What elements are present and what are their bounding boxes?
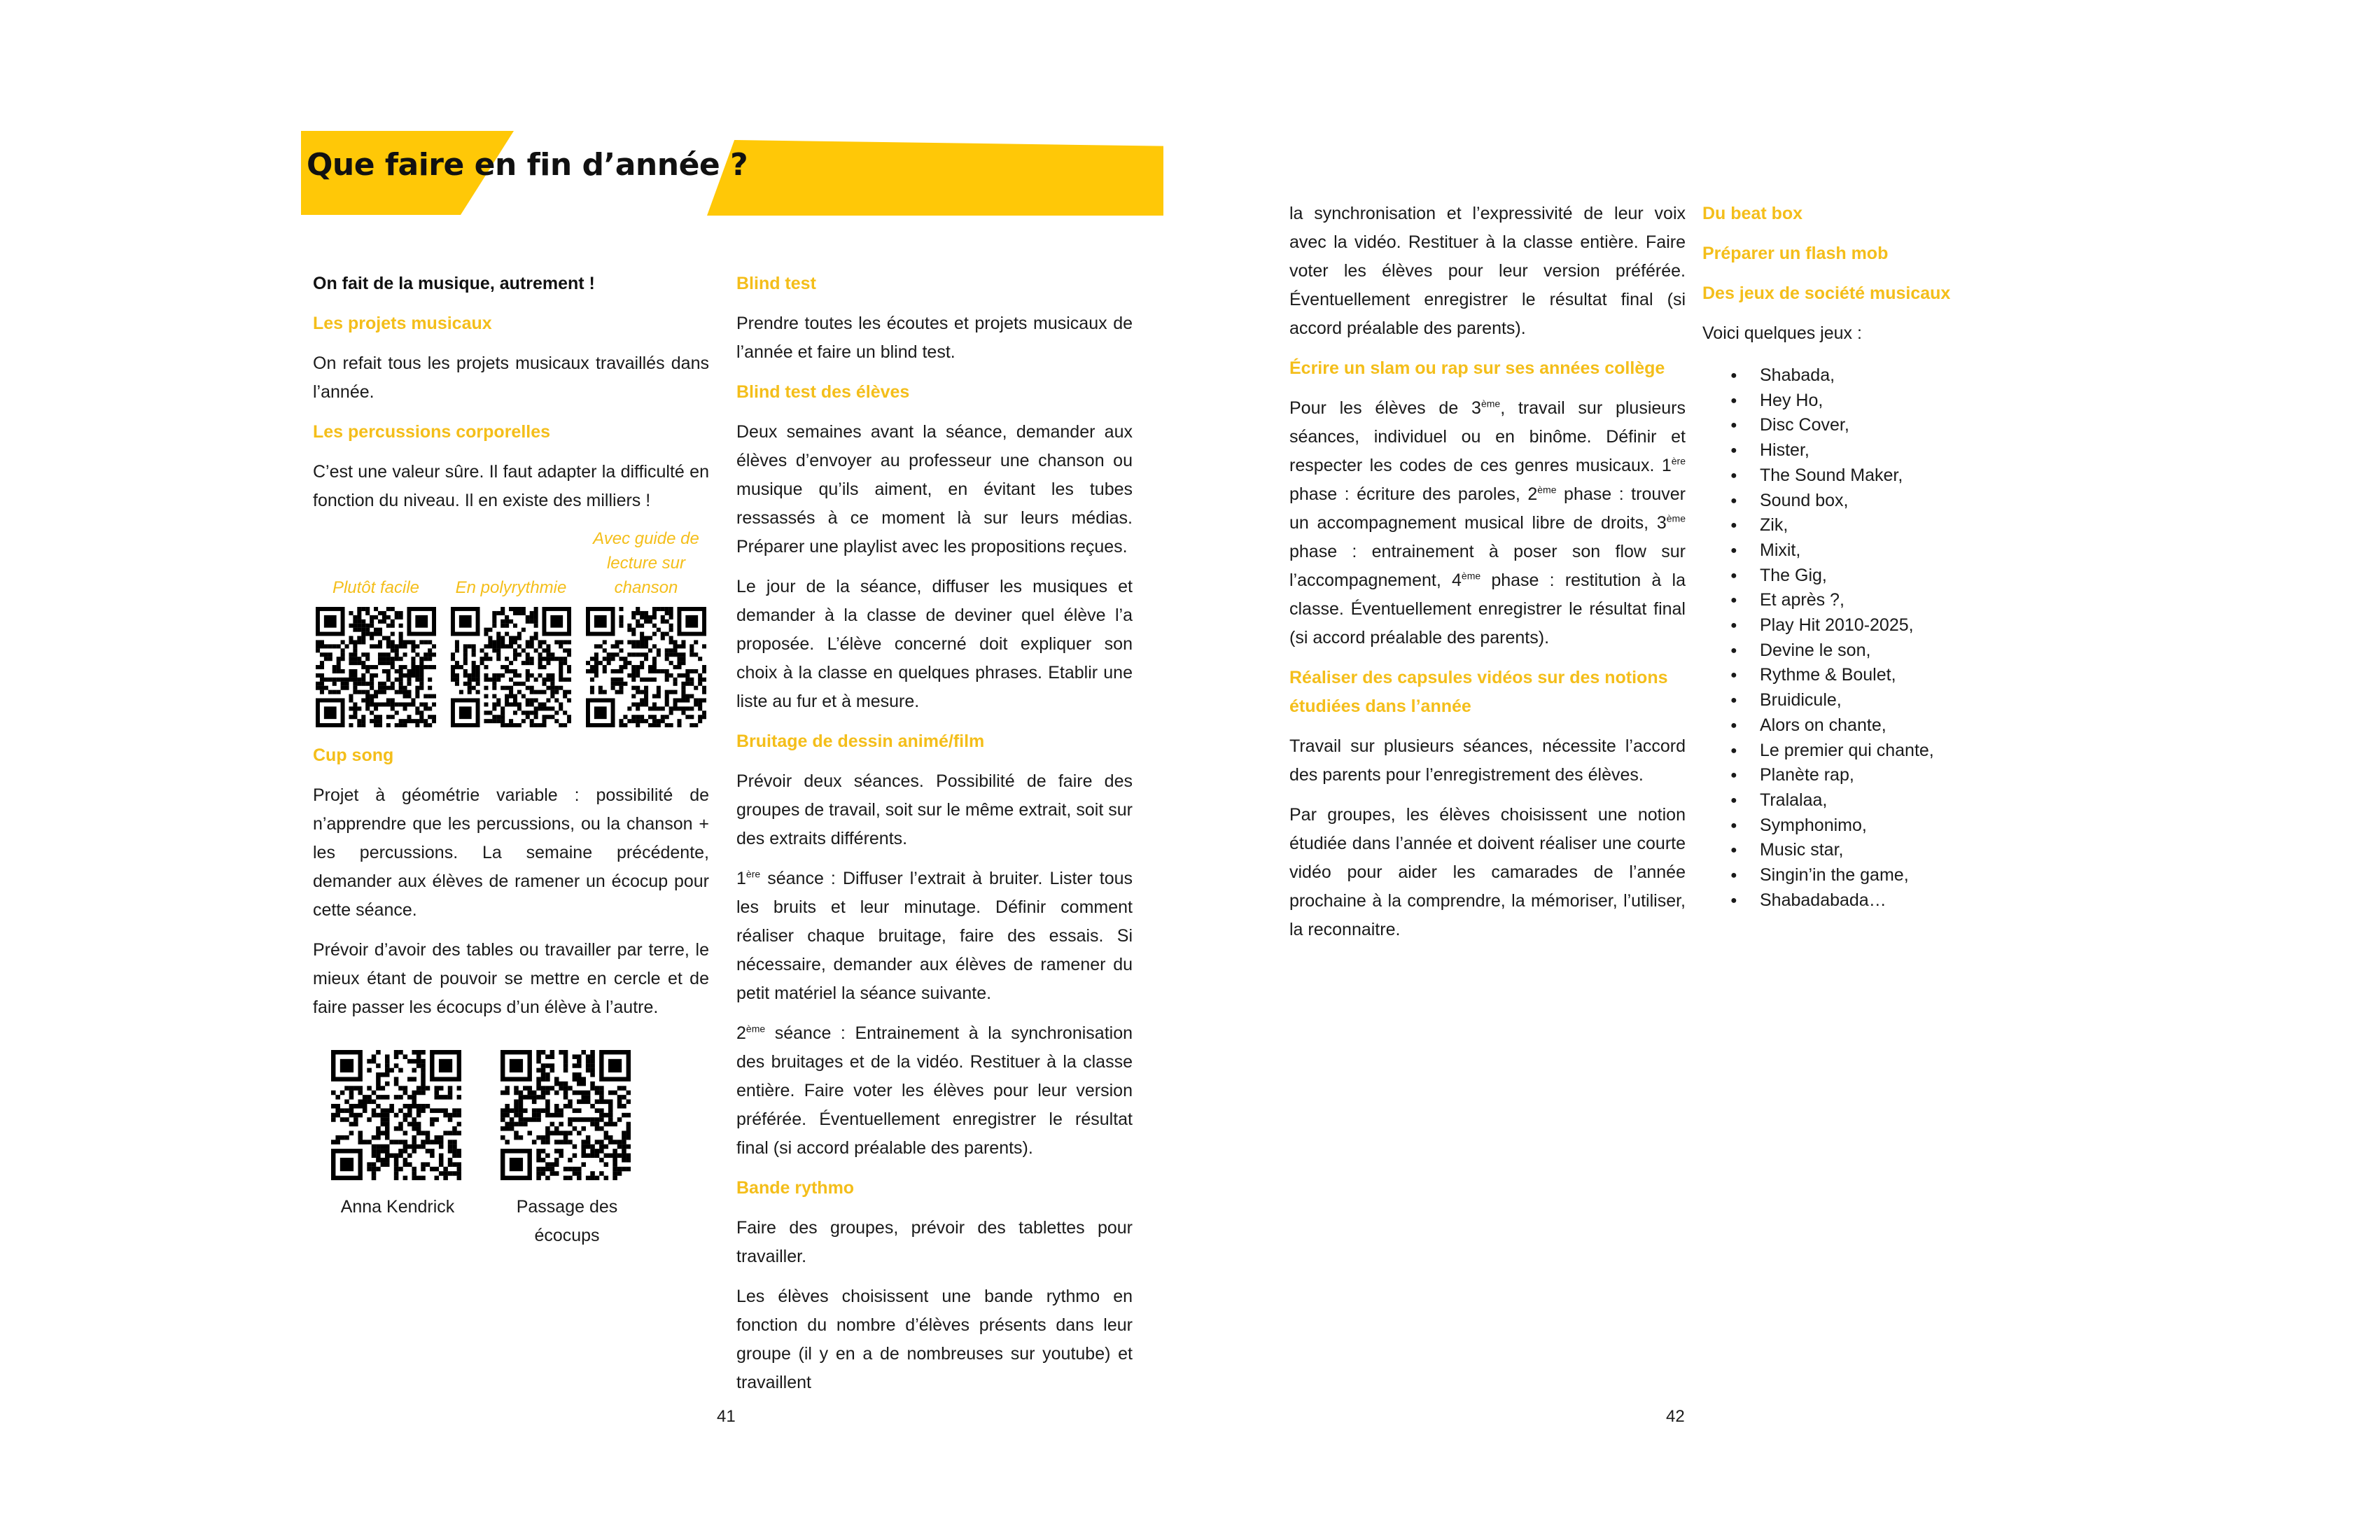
game-item: ● Disc Cover, xyxy=(1730,413,1996,438)
qr-code-guide[interactable] xyxy=(586,607,706,727)
page-number-left: 41 xyxy=(717,1407,736,1426)
column-3 xyxy=(1289,200,1686,955)
qr-code-row xyxy=(313,607,709,727)
games-list xyxy=(1730,363,1996,913)
capsules-text-2: Par groupes, les élèves choisissent une notion étudiée dans l’année et doivent réaliser une courte vidéo pour aider les camarades de l’année prochaine à la comprendre, la mémoriser, l’utiliser, la reconnaitre. xyxy=(1289,805,1686,939)
rythmo-text-1: Faire des groupes, prévoir des tablettes pour travailler. xyxy=(736,1218,1133,1266)
blindtest-eleves-text-1: Deux semaines avant la séance, demander aux élèves d’envoyer au professeur une chanson ou musique qu’ils aiment, en évitant les tubes ressassés à ce moment là sur leurs médias. Préparer une playlist avec les propositions reçues. xyxy=(736,422,1133,556)
qr-code-facile[interactable] xyxy=(316,607,436,727)
qr-label-guide: Avec guide de lecture sur chanson xyxy=(593,529,699,597)
game-item: ● The Gig, xyxy=(1730,564,1996,589)
beatbox-heading: Du beat box xyxy=(1702,204,1803,223)
game-item: ● Singin’in the game, xyxy=(1730,863,1996,888)
slam-text: Pour les élèves de 3ème, travail sur plusieurs séances, individuel ou en binôme. Définir et respecter les codes de ces genres musicaux. 1ère phase : écriture des paroles, 2ème phase : trouver un accompagnement musical libre de droits, 3ème phase : entrainement à poser son flow sur l’accompagnement, 4ème phase : restitution à la classe. Éventuellement enregistrer le résultat final (si accord préalable des parents). xyxy=(1289,398,1686,648)
rythmo-heading: Bande rythmo xyxy=(736,1178,855,1198)
qr-label-row xyxy=(313,526,709,600)
slam-heading: Écrire un slam ou rap sur ses années collège xyxy=(1289,358,1665,378)
column-1 xyxy=(313,270,709,1250)
blindtest-eleves-text-2: Le jour de la séance, diffuser les musiques et demander à la classe de deviner quel élève l’a proposée. L’élève concerné doit expliquer son choix à la classe en quelques phrases. Etablir une liste au fur et à mesure. xyxy=(736,577,1133,711)
game-item: ● The Sound Maker, xyxy=(1730,463,1996,489)
percussions-text: C’est une valeur sûre. Il faut adapter la difficulté en fonction du niveau. Il en existe des milliers ! xyxy=(313,462,709,510)
game-item: ● Shabadabada… xyxy=(1730,888,1996,913)
game-item: ● Sound box, xyxy=(1730,489,1996,514)
blindtest-heading: Blind test xyxy=(736,274,816,293)
game-item: ● Zik, xyxy=(1730,513,1996,538)
qr-code-anna-kendrick[interactable] xyxy=(331,1050,461,1180)
game-item: ● Symphonimo, xyxy=(1730,813,1996,839)
capsules-text-1: Travail sur plusieurs séances, nécessite l’accord des parents pour l’enregistrement des élèves. xyxy=(1289,736,1686,785)
continued-text: la synchronisation et l’expressivité de leur voix avec la vidéo. Restituer à la classe entière. Faire voter les élèves pour leur version préférée. Éventuellement enregistrer le résultat final (si accord préalable des parents). xyxy=(1289,204,1686,338)
game-item: ● Bruidicule, xyxy=(1730,688,1996,713)
game-item: ● Shabada, xyxy=(1730,363,1996,388)
game-item: ● Play Hit 2010-2025, xyxy=(1730,613,1996,638)
column-2 xyxy=(736,270,1133,1408)
percussions-heading: Les percussions corporelles xyxy=(313,422,551,442)
cupsong-text-2: Prévoir d’avoir des tables ou travailler par terre, le mieux étant de pouvoir se mettre en cercle et de faire passer les écocups d’un élève à l’autre. xyxy=(313,940,709,1017)
intro-heading: On fait de la musique, autrement ! xyxy=(313,274,595,293)
cupsong-qr-captions xyxy=(313,1193,709,1250)
game-item: ● Rythme & Boulet, xyxy=(1730,663,1996,688)
seance-2-text: 2ème séance : Entrainement à la synchronisation des bruitages et de la vidéo. Restituer à la classe entière. Faire voter les élèves pour leur version préférée. Éventuellement enregistrer le résultat final (si accord préalable des parents). xyxy=(736,1023,1133,1158)
caption-ecocups: Passage des écocups xyxy=(516,1197,618,1245)
projets-heading: Les projets musicaux xyxy=(313,314,492,333)
game-item: ● Music star, xyxy=(1730,838,1996,863)
seance-1-text: 1ère séance : Diffuser l’extrait à bruiter. Lister tous les bruits et leur minutage. Définir comment réaliser chaque bruitage, faire des essais. Si nécessaire, demander aux élèves de ramener du petit matériel la séance suivante. xyxy=(736,868,1133,1003)
rythmo-text-2: Les élèves choisissent une bande rythmo en fonction du nombre d’élèves présents dans leur groupe (il y en a de nombreuses sur youtube) et travaillent xyxy=(736,1287,1133,1392)
cupsong-heading: Cup song xyxy=(313,746,394,765)
caption-anna-kendrick: Anna Kendrick xyxy=(340,1197,455,1217)
game-item: ● Mixit, xyxy=(1730,538,1996,564)
game-item: ● Alors on chante, xyxy=(1730,713,1996,738)
projets-text: On refait tous les projets musicaux travaillés dans l’année. xyxy=(313,354,709,402)
blindtest-eleves-heading: Blind test des élèves xyxy=(736,382,910,402)
qr-label-polyrythmie: En polyrythmie xyxy=(455,578,567,597)
jeux-heading: Des jeux de société musicaux xyxy=(1702,284,1951,303)
column-4 xyxy=(1702,200,1996,913)
bruitage-heading: Bruitage de dessin animé/film xyxy=(736,732,985,751)
game-item: ● Le premier qui chante, xyxy=(1730,738,1996,764)
jeux-intro: Voici quelques jeux : xyxy=(1702,323,1862,343)
blindtest-text: Prendre toutes les écoutes et projets musicaux de l’année et faire un blind test. xyxy=(736,314,1133,362)
qr-code-polyrythmie[interactable] xyxy=(451,607,571,727)
qr-label-facile: Plutôt facile xyxy=(332,578,420,597)
game-item: ● Tralalaa, xyxy=(1730,788,1996,813)
cupsong-text-1: Projet à géométrie variable : possibilité de n’apprendre que les percussions, ou la chanson + les percussions. La semaine précédente, demander aux élèves de ramener un écocup pour cette séance. xyxy=(313,785,709,920)
game-item: ● Et après ?, xyxy=(1730,588,1996,613)
qr-code-ecocups[interactable] xyxy=(500,1050,631,1180)
page-title: Que faire en fin d’année ? xyxy=(307,147,748,183)
title-banner-right xyxy=(707,140,1163,216)
bruitage-text-1: Prévoir deux séances. Possibilité de faire des groupes de travail, soit sur le même extrait, soit sur des extraits différents. xyxy=(736,771,1133,848)
capsules-heading: Réaliser des capsules vidéos sur des notions étudiées dans l’année xyxy=(1289,668,1668,716)
cupsong-qr-row xyxy=(331,1050,709,1180)
game-item: ● Planète rap, xyxy=(1730,763,1996,788)
page-number-right: 42 xyxy=(1666,1407,1685,1426)
game-item: ● Hister, xyxy=(1730,438,1996,463)
flashmob-heading: Préparer un flash mob xyxy=(1702,244,1889,263)
game-item: ● Hey Ho, xyxy=(1730,388,1996,414)
game-item: ● Devine le son, xyxy=(1730,638,1996,664)
